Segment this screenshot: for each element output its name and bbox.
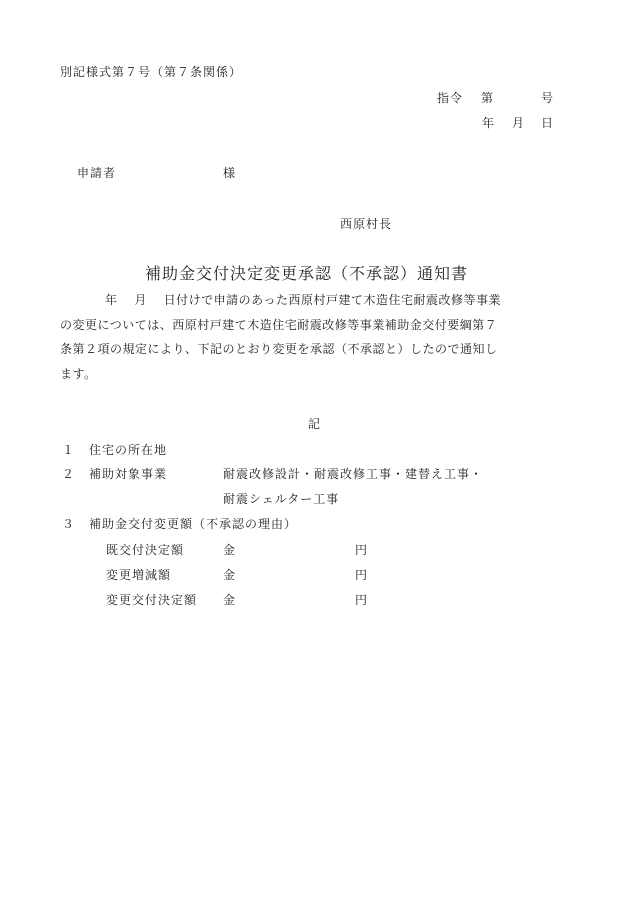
date-month: 月 xyxy=(512,116,526,130)
body-paragraph xyxy=(60,288,580,386)
form-number: 別記様式第７号（第７条関係） xyxy=(60,65,243,79)
body-line-3: 条第２項の規定により、下記のとおり変更を承認（不承認と）したので通知し xyxy=(60,342,498,356)
item-1-label: 住宅の所在地 xyxy=(89,443,168,457)
body-line-1: 年 月 日付けで申請のあった西原村戸建て木造住宅耐震改修等事業 xyxy=(105,293,502,307)
item-3-number: ３ xyxy=(62,517,76,531)
ref-dai: 第 xyxy=(481,91,495,105)
amount-row-2-kin: 金 xyxy=(223,568,237,582)
ref-prefix: 指令 xyxy=(437,91,464,105)
amount-row-3-kin: 金 xyxy=(223,593,237,607)
amount-row-1-kin: 金 xyxy=(223,543,237,557)
item-3-label: 補助金交付変更額（不承認の理由） xyxy=(89,517,298,531)
amount-row-2-yen: 円 xyxy=(355,568,369,582)
amount-row-3-yen: 円 xyxy=(355,593,369,607)
ref-go: 号 xyxy=(541,91,555,105)
amount-row-1-yen: 円 xyxy=(355,543,369,557)
applicant-label: 申請者 xyxy=(77,166,117,180)
applicant-suffix: 様 xyxy=(223,166,237,180)
amount-row-2-label: 変更増減額 xyxy=(106,568,172,582)
body-line-4: ます。 xyxy=(60,366,97,381)
item-1-number: １ xyxy=(62,443,76,457)
item-2-value-line-1: 耐震改修設計・耐震改修工事・建替え工事・ xyxy=(223,467,484,481)
item-2-value-line-2: 耐震シェルター工事 xyxy=(223,492,340,506)
body-line-2: の変更については、西原村戸建て木造住宅耐震改修等事業補助金交付要綱第７ xyxy=(60,317,498,332)
document-title: 補助金交付決定変更承認（不承認）通知書 xyxy=(145,264,469,283)
item-2-number: ２ xyxy=(62,467,76,481)
date-day: 日 xyxy=(541,116,555,130)
date-year: 年 xyxy=(482,116,496,130)
amount-row-1-label: 既交付決定額 xyxy=(106,543,185,557)
item-2-label: 補助対象事業 xyxy=(89,467,168,481)
issuer: 西原村長 xyxy=(340,217,393,231)
amount-row-3-label: 変更交付決定額 xyxy=(106,593,198,607)
ki-heading: 記 xyxy=(308,417,322,431)
